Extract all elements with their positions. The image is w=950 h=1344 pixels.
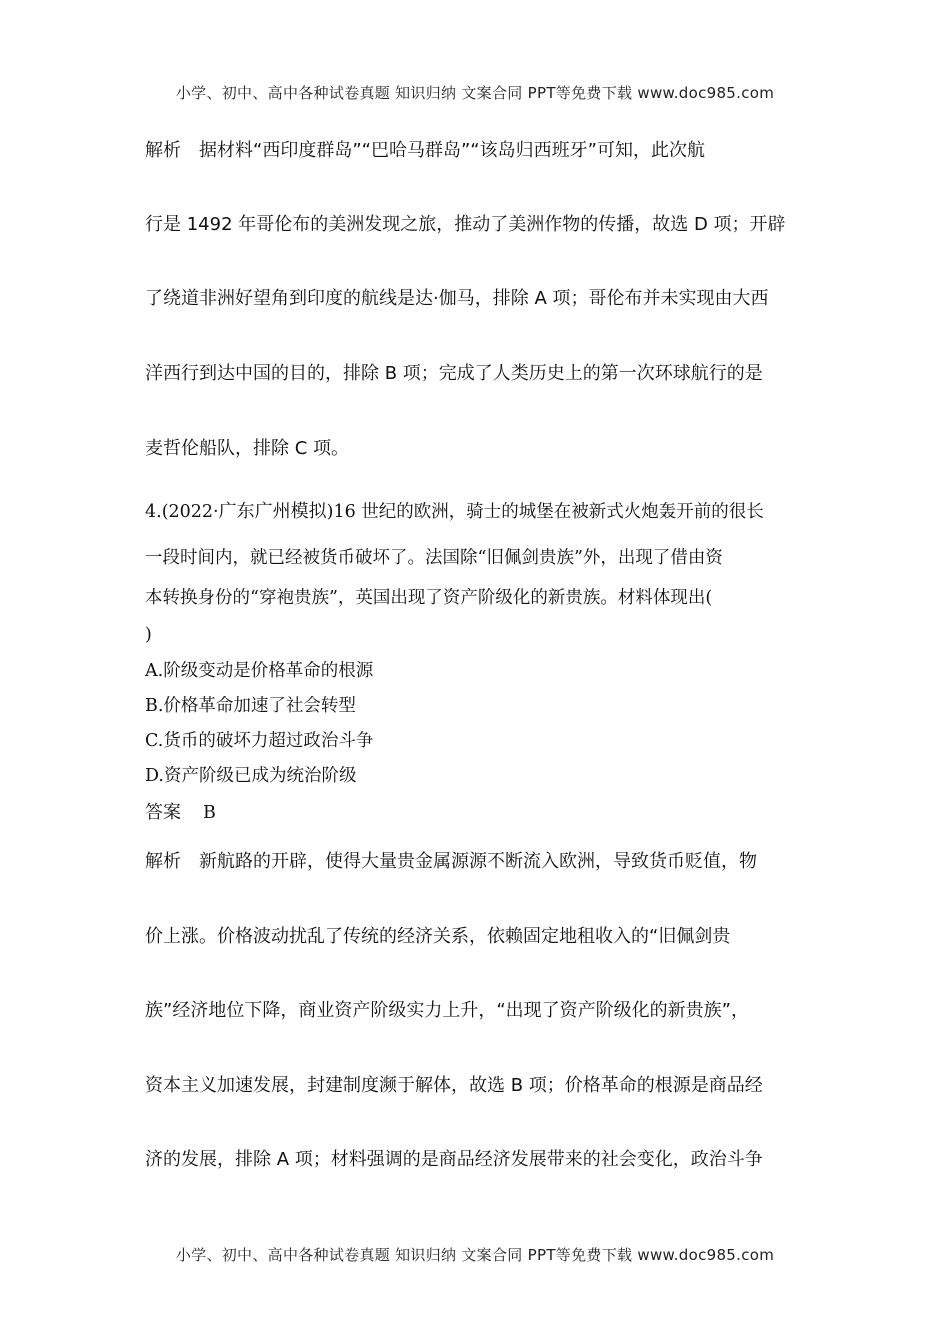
analysis-4-line-1: 解析 新航路的开辟，使得大量贵金属源源不断流入欧洲，导致货币贬值，物 (145, 851, 757, 872)
option-d: D.资产阶级已成为统治阶级 (145, 766, 357, 786)
analysis-4-line-5: 济的发展，排除 A 项；材料强调的是商品经济发展带来的社会变化，政治斗争 (145, 1149, 763, 1170)
question-stem-start: )16 世纪的欧洲，骑士的城堡在被新式火炮轰开前的很长 (326, 502, 764, 522)
page-footer: 小学、初中、高中各种试卷真题 知识归纳 文案合同 PPT等免费下载 www.doc985.com (175, 1246, 775, 1264)
answer-label: 答案 (145, 802, 181, 823)
analysis-4-line-4: 资本主义加速发展，封建制度濒于解体，故选 B 项；价格革命的根源是商品经 (145, 1075, 763, 1096)
analysis-prev-line-4: 洋西行到达中国的目的，排除 B 项；完成了人类历史上的第一次环球航行的是 (145, 363, 763, 384)
question-number: 4.(2022· (145, 502, 219, 522)
question-4-stem-line-2: 一段时间内，就已经被货币破坏了。法国除“旧佩剑贵族”外，出现了借由资 (145, 548, 723, 568)
page-header: 小学、初中、高中各种试卷真题 知识归纳 文案合同 PPT等免费下载 www.doc985.com (175, 84, 775, 102)
answer-line (145, 801, 216, 825)
analysis-prev-line-3: 了绕道非洲好望角到印度的航线是达·伽马，排除 A 项；哥伦布并未实现由大西 (145, 288, 769, 309)
option-b: B.价格革命加速了社会转型 (145, 696, 356, 716)
option-c: C.货币的破坏力超过政治斗争 (145, 731, 374, 751)
analysis-4-line-2: 价上涨。价格波动扰乱了传统的经济关系，依赖固定地租收入的“旧佩剑贵 (145, 926, 731, 947)
question-4-stem-line-4: ) (145, 625, 152, 645)
analysis-prev-line-1: 解析 据材料“西印度群岛”“巴哈马群岛”“该岛归西班牙”可知，此次航 (145, 140, 705, 161)
question-source: 广东广州模拟 (218, 501, 327, 522)
option-a: A.阶级变动是价格革命的根源 (145, 661, 374, 681)
question-4-stem-line-1 (145, 500, 764, 524)
question-4-stem-line-3: 本转换身份的“穿袍贵族”，英国出现了资产阶级化的新贵族。材料体现出( (145, 588, 713, 608)
analysis-4-line-3: 族”经济地位下降，商业资产阶级实力上升，“出现了资产阶级化的新贵族”， (145, 1000, 749, 1021)
answer-value: B (203, 803, 216, 823)
analysis-prev-line-2: 行是 1492 年哥伦布的美洲发现之旅，推动了美洲作物的传播，故选 D 项；开辟 (145, 214, 786, 235)
analysis-prev-line-5: 麦哲伦船队，排除 C 项。 (145, 438, 350, 459)
